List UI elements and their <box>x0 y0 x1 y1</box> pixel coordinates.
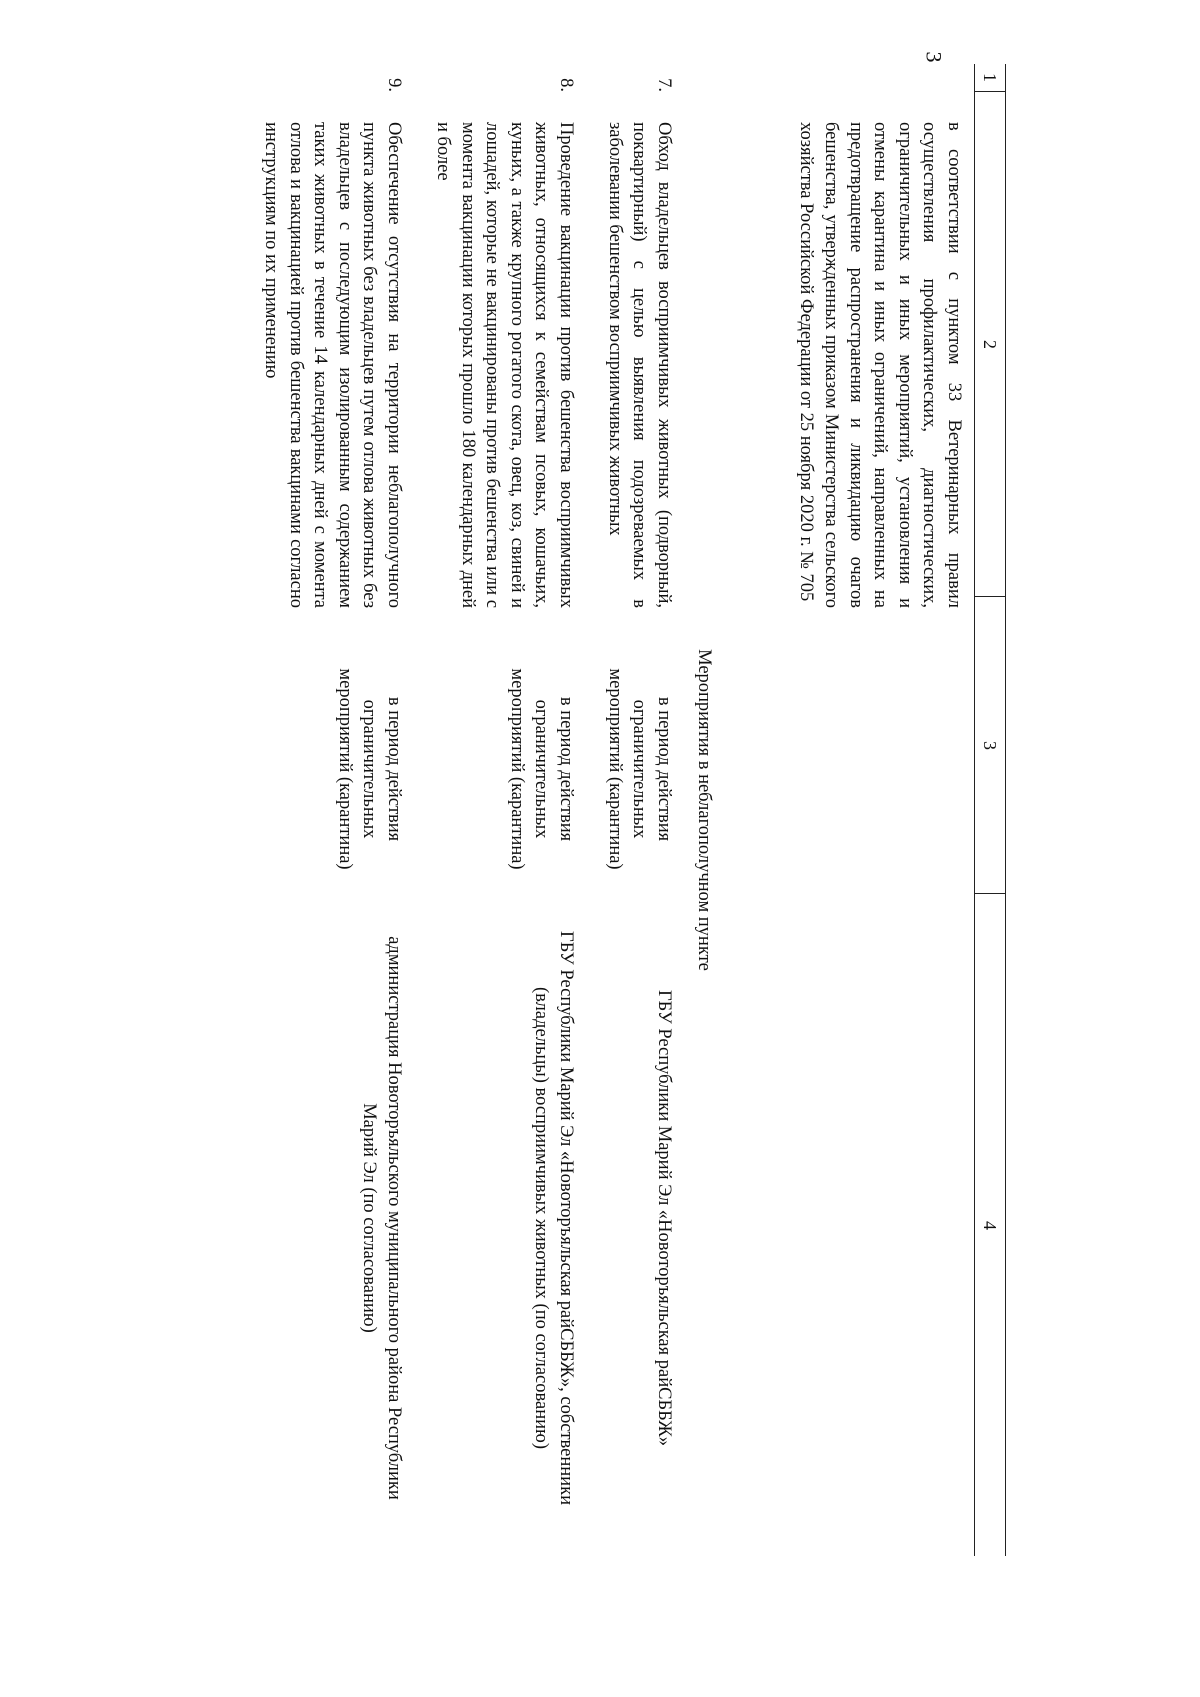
section-title: Мероприятия в неблагополучном пункте <box>694 649 714 971</box>
row-9-activity: Обеспечение отсутствия на территории неблагополучного пункта животных без владельцев путем отлова животных без владельцев с последующим изолированным содержанием таких животных в течение 14 календарных дней с момента отлова и вакцинацией против бешенства вакцинами согласно инструкциям по их применению <box>261 122 404 608</box>
row-8-number: 8. <box>556 78 576 92</box>
header-col-3: 3 <box>975 596 1005 894</box>
row-7-responsible: ГБУ Республики Марий Эл «Новоторъяльская райСББЖ» <box>654 989 674 1447</box>
row-7-period: в период действия ограничительных мероприятий (карантина) <box>604 668 674 870</box>
page-number: 3 <box>921 51 947 63</box>
row-9-number: 9. <box>384 78 404 92</box>
row-9-responsible: администрация Новоторъяльского муниципального района Республики Марий Эл (по согласованию) <box>359 936 404 1500</box>
row-7-number: 7. <box>654 78 674 92</box>
continuation-text: в соответствии с пунктом 33 Ветеринарных правил осуществления профилактических, диагностических, ограничительных и иных мероприятий, установления и отмены карантина и иных ограничений, направленных на предотвращение распространения и ликвидацию очагов бешенства, утвержденных приказом Министерства сельского хозяйства Российской Федерации от 25 ноября 2020 г. № 705 <box>796 122 964 608</box>
row-9-period: в период действия ограничительных мероприятий (карантина) <box>334 668 404 870</box>
rotated-table-frame <box>256 64 1006 1556</box>
row-8-activity: Проведение вакцинации против бешенства восприимчивых животных, относящихся к семействам псовых, кошачьих, куньих, а также крупного рогатого скота, овец, коз, свиней и лошадей, которые не вакцинированы против бешенства или с момента вакцинации которых прошло 180 календарных дней и более <box>433 122 576 608</box>
header-col-2: 2 <box>975 91 1005 597</box>
row-8-period: в период действия ограничительных мероприятий (карантина) <box>506 668 576 870</box>
row-8-responsible: ГБУ Республики Марий Эл «Новоторъяльская райСББЖ», собственники (владельцы) восприимчивых животных (по согласованию) <box>531 931 576 1505</box>
row-7-activity: Обход владельцев восприимчивых животных (подворный, поквартирный) с целью выявления подозреваемых в заболевании бешенством восприимчивых животных <box>604 122 674 608</box>
table-header-row <box>974 64 1006 1556</box>
header-col-4: 4 <box>975 893 1005 1557</box>
header-col-1: 1 <box>980 73 1000 82</box>
